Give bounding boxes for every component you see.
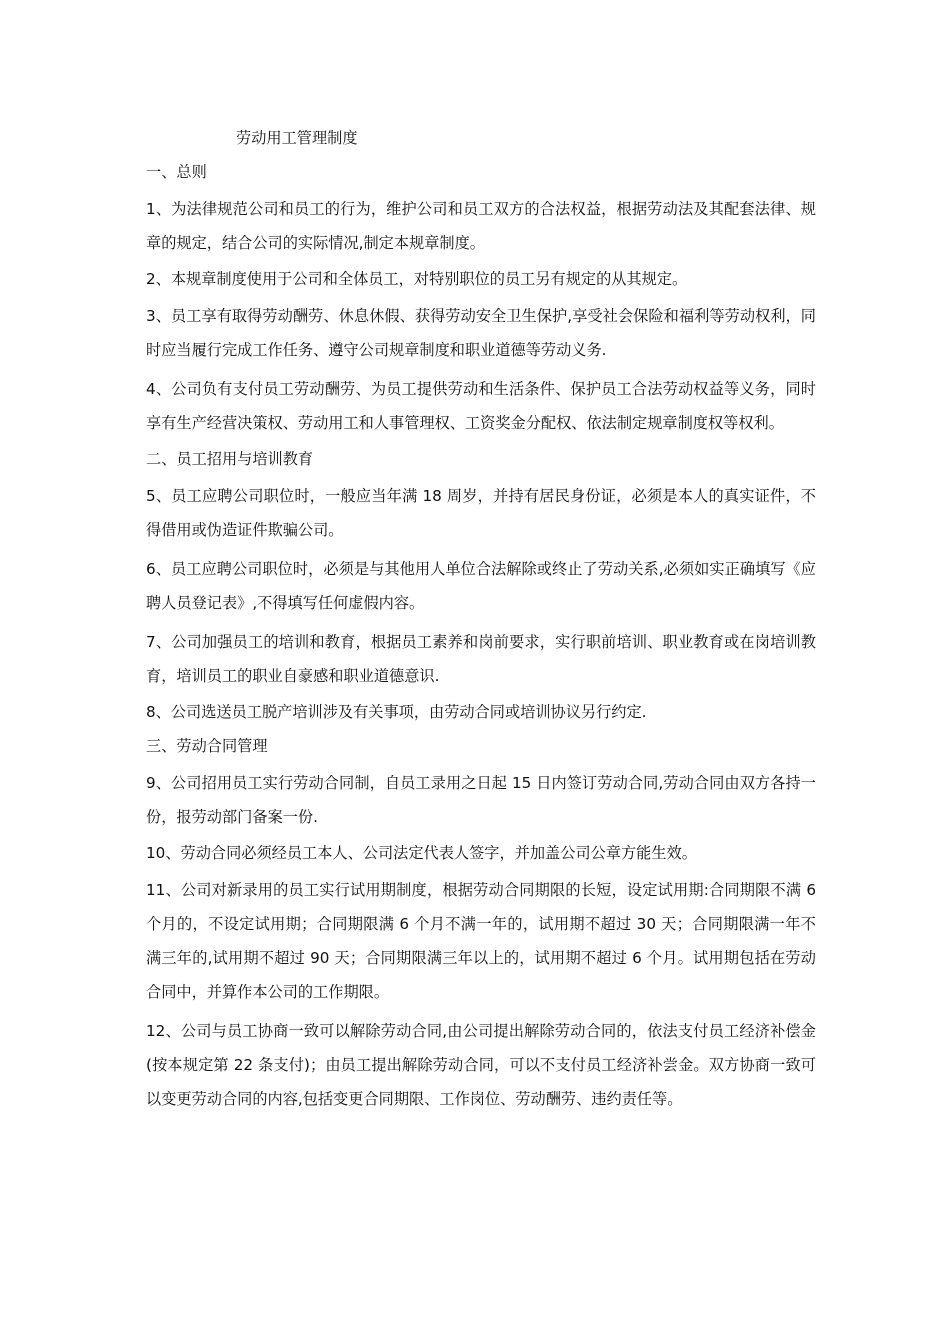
document-body — [146, 124, 816, 1121]
section-heading-recruitment: 二、员工招用与培训教育 — [146, 450, 314, 468]
paragraph-2: 2、本规章制度使用于公司和全体员工，对特别职位的员工另有规定的从其规定。 — [146, 270, 688, 288]
paragraph-10: 10、劳动合同必须经员工本人、公司法定代表人签字，并加盖公司公章方能生效。 — [146, 844, 697, 862]
paragraph-9: 9、公司招用员工实行劳动合同制，自员工录用之日起 15 日内签订劳动合同,劳动合同由双方各持一份，报劳动部门备案一份. — [146, 774, 816, 826]
paragraph-4: 4、公司负有支付员工劳动酬劳、为员工提供劳动和生活条件、保护员工合法劳动权益等义务，同时享有生产经营决策权、劳动用工和人事管理权、工资奖金分配权、依法制定规章制度权等权利。 — [146, 380, 816, 432]
paragraph-7: 7、公司加强员工的培训和教育，根据员工素养和岗前要求，实行职前培训、职业教育或在岗培训教育，培训员工的职业自豪感和职业道德意识. — [146, 633, 816, 685]
paragraph-12: 12、公司与员工协商一致可以解除劳动合同,由公司提出解除劳动合同的，依法支付员工经济补偿金(按本规定第 22 条支付)；由员工提出解除劳动合同，可以不支付员工经济补尝金。双方协商一致可以变更劳动合同的内容,包括变更合同期限、工作岗位、劳动酬劳、违约责任等。 — [146, 1022, 816, 1108]
section-heading-contract: 三、劳动合同管理 — [146, 737, 268, 755]
section-heading-general: 一、总则 — [146, 163, 207, 181]
paragraph-11: 11、公司对新录用的员工实行试用期制度，根据劳动合同期限的长短，设定试用期:合同期限不满 6 个月的，不设定试用期；合同期限满 6 个月不满一年的，试用期不超过 30 天；合同期限满一年不满三年的,试用期不超过 90 天；合同期限满三年以上的，试用期不超过 6 个月。试用期包括在劳动合同中，并算作本公司的工作期限。 — [146, 881, 816, 1001]
paragraph-1: 1、为法律规范公司和员工的行为，维护公司和员工双方的合法权益，根据劳动法及其配套法律、规章的规定，结合公司的实际情况,制定本规章制度。 — [146, 200, 816, 252]
paragraph-3: 3、员工享有取得劳动酬劳、休息休假、获得劳动安全卫生保护,享受社会保险和福利等劳动权利，同时应当履行完成工作任务、遵守公司规章制度和职业道德等劳动义务. — [146, 307, 816, 359]
document-title: 劳动用工管理制度 — [236, 129, 358, 147]
paragraph-5: 5、员工应聘公司职位时，一般应当年满 18 周岁，并持有居民身份证，必须是本人的真实证件，不得借用或伪造证件欺骗公司。 — [146, 487, 816, 539]
paragraph-6: 6、员工应聘公司职位时，必须是与其他用人单位合法解除或终止了劳动关系,必须如实正确填写《应聘人员登记表》,不得填写任何虚假内容。 — [146, 560, 816, 612]
paragraph-8: 8、公司选送员工脱产培训涉及有关事项，由劳动合同或培训协议另行约定. — [146, 703, 647, 721]
